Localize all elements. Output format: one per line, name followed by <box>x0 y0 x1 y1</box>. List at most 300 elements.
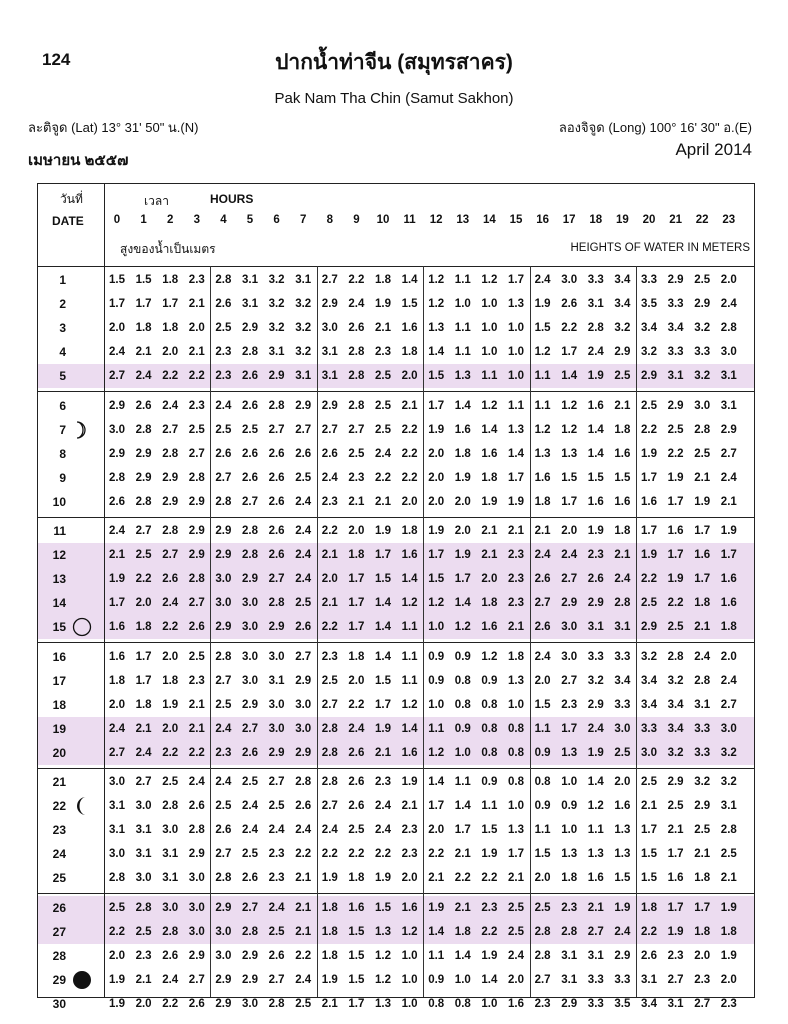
height-cell: 3.0 <box>242 597 258 610</box>
height-cell: 2.4 <box>534 650 551 663</box>
height-cell: 2.3 <box>215 346 232 359</box>
height-cell: 3.2 <box>295 322 312 335</box>
height-cell: 3.2 <box>295 298 312 311</box>
height-cell: 2.3 <box>268 872 285 885</box>
height-cell: 1.6 <box>587 399 604 412</box>
height-cell: 1.6 <box>720 573 737 586</box>
height-cell: 2.7 <box>215 471 232 484</box>
day-label-thai: วันที่ <box>60 192 83 206</box>
height-cell: 1.6 <box>401 746 418 759</box>
height-cell: 1.7 <box>428 800 445 813</box>
height-cell: 1.5 <box>614 471 631 484</box>
height-cell: 2.2 <box>401 447 418 460</box>
height-cell: 1.9 <box>614 901 631 914</box>
height-cell: 2.9 <box>720 423 737 436</box>
hour-label: 20 <box>642 214 656 226</box>
height-cell: 1.5 <box>534 848 551 861</box>
height-cell: 2.2 <box>561 322 578 335</box>
hour-group-divider <box>423 266 424 997</box>
height-cell: 2.6 <box>242 872 258 885</box>
height-cell: 2.7 <box>268 423 285 436</box>
height-cell: 1.2 <box>481 399 498 412</box>
height-cell: 1.4 <box>401 573 418 586</box>
height-cell: 2.8 <box>321 776 338 788</box>
hour-label: 16 <box>536 214 549 226</box>
height-cell: 2.6 <box>295 621 312 634</box>
height-cell: 2.5 <box>188 423 205 436</box>
height-cell: 3.0 <box>215 573 232 586</box>
height-cell: 3.1 <box>667 997 684 1010</box>
table-row <box>38 270 754 294</box>
height-cell: 1.6 <box>614 495 631 508</box>
height-cell: 2.8 <box>587 322 604 335</box>
height-cell: 2.4 <box>162 973 179 986</box>
height-cell: 2.7 <box>215 674 232 687</box>
height-cell: 1.4 <box>561 370 578 383</box>
height-cell: 2.4 <box>587 722 604 735</box>
height-cell: 2.1 <box>720 872 737 885</box>
height-cell: 3.1 <box>587 621 604 634</box>
height-cell: 3.1 <box>295 274 312 286</box>
height-cell: 0.9 <box>534 746 551 759</box>
table-row <box>38 719 754 743</box>
height-cell: 2.1 <box>135 973 152 986</box>
height-cell: 3.2 <box>268 298 285 311</box>
height-cell: 2.5 <box>268 800 285 813</box>
height-cell: 2.5 <box>641 776 657 788</box>
height-cell: 1.9 <box>587 746 604 759</box>
height-cell: 1.7 <box>694 525 711 537</box>
height-cell: 0.8 <box>481 722 498 735</box>
height-cell: 2.5 <box>614 746 631 759</box>
height-cell: 1.7 <box>508 471 524 484</box>
hour-label: 4 <box>220 214 227 226</box>
height-cell: 3.1 <box>561 973 578 986</box>
day-number: 19 <box>52 721 66 736</box>
height-cell: 1.3 <box>587 848 604 861</box>
height-cell: 2.8 <box>694 674 711 687</box>
height-cell: 2.9 <box>587 597 604 610</box>
height-cell: 1.7 <box>667 549 684 562</box>
day-number: 3 <box>59 321 66 336</box>
table-row <box>38 647 754 671</box>
height-cell: 1.5 <box>135 274 152 286</box>
height-cell: 1.1 <box>401 621 418 634</box>
height-cell: 2.0 <box>135 597 152 610</box>
height-cell: 1.9 <box>667 573 684 586</box>
height-cell: 2.0 <box>428 471 445 484</box>
height-cell: 1.0 <box>401 973 418 986</box>
height-cell: 2.0 <box>454 525 471 537</box>
height-cell: 2.8 <box>348 346 365 359</box>
height-cell: 1.9 <box>454 549 471 562</box>
height-cell: 2.1 <box>454 848 471 861</box>
height-cell: 2.2 <box>321 525 338 537</box>
height-cell: 2.8 <box>215 872 232 885</box>
table-row <box>38 946 754 970</box>
height-cell: 0.9 <box>561 800 578 813</box>
height-cell: 3.1 <box>242 298 258 311</box>
height-cell: 2.8 <box>242 925 258 938</box>
height-cell: 2.2 <box>481 872 498 885</box>
height-cell: 2.3 <box>587 549 604 562</box>
height-cell: 1.0 <box>454 973 471 986</box>
height-cell: 2.5 <box>295 997 312 1010</box>
height-cell: 0.8 <box>481 746 498 759</box>
height-cell: 2.8 <box>162 447 179 460</box>
height-cell: 2.1 <box>587 901 604 914</box>
height-cell: 1.2 <box>561 423 578 436</box>
day-number: 13 <box>52 572 66 587</box>
height-cell: 2.1 <box>534 525 551 537</box>
height-cell: 1.6 <box>348 901 365 914</box>
height-cell: 2.6 <box>242 370 258 383</box>
height-cell: 1.7 <box>454 824 471 837</box>
height-cell: 3.1 <box>135 848 152 861</box>
table-row <box>38 772 754 796</box>
height-cell: 2.4 <box>295 973 312 986</box>
height-cell: 2.3 <box>348 471 365 484</box>
height-cell: 1.8 <box>162 274 179 286</box>
table-header <box>38 184 754 267</box>
height-cell: 2.4 <box>375 447 391 460</box>
height-cell: 1.6 <box>720 597 737 610</box>
height-cell: 2.1 <box>188 722 205 735</box>
height-cell: 1.8 <box>614 423 631 436</box>
height-cell: 3.4 <box>641 698 657 711</box>
height-cell: 1.0 <box>428 621 445 634</box>
height-cell: 2.0 <box>508 973 524 986</box>
height-cell: 1.7 <box>667 495 684 508</box>
group-separator <box>38 768 754 769</box>
height-cell: 2.4 <box>295 525 312 537</box>
height-cell: 2.8 <box>215 495 232 508</box>
day-number: 29 <box>52 972 66 987</box>
height-cell: 1.2 <box>401 698 418 711</box>
height-cell: 3.4 <box>641 322 657 335</box>
height-cell: 2.1 <box>401 399 418 412</box>
height-cell: 0.9 <box>428 674 445 687</box>
height-cell: 2.5 <box>667 423 684 436</box>
height-cell: 2.9 <box>321 399 338 412</box>
height-cell: 1.8 <box>694 925 711 938</box>
height-cell: 1.4 <box>587 423 604 436</box>
height-cell: 1.4 <box>454 949 471 962</box>
table-row <box>38 545 754 569</box>
height-cell: 3.2 <box>268 274 285 286</box>
height-cell: 1.2 <box>481 650 498 663</box>
first-quarter-icon <box>72 420 92 445</box>
height-cell: 2.5 <box>295 597 312 610</box>
height-cell: 3.2 <box>720 776 737 788</box>
tide-table <box>37 183 755 1011</box>
height-cell: 3.0 <box>109 848 125 861</box>
height-cell: 2.3 <box>135 949 152 962</box>
height-cell: 2.4 <box>614 573 631 586</box>
height-cell: 2.0 <box>188 322 205 335</box>
height-cell: 2.6 <box>162 949 179 962</box>
height-cell: 2.8 <box>242 346 258 359</box>
height-cell: 2.5 <box>720 848 737 861</box>
height-cell: 1.7 <box>428 399 445 412</box>
height-cell: 2.0 <box>162 650 179 663</box>
height-cell: 2.1 <box>614 399 631 412</box>
height-cell: 2.9 <box>242 573 258 586</box>
height-cell: 2.6 <box>162 573 179 586</box>
height-cell: 2.2 <box>321 621 338 634</box>
height-cell: 1.2 <box>375 973 391 986</box>
height-cell: 2.1 <box>720 495 737 508</box>
height-cell: 1.8 <box>720 925 737 938</box>
height-cell: 2.9 <box>215 549 232 562</box>
height-cell: 1.1 <box>587 824 604 837</box>
height-cell: 3.2 <box>641 346 657 359</box>
height-cell: 1.2 <box>375 949 391 962</box>
height-cell: 2.9 <box>242 322 258 335</box>
height-cell: 1.6 <box>401 549 418 562</box>
height-cell: 2.0 <box>348 525 365 537</box>
height-cell: 1.7 <box>561 722 578 735</box>
height-cell: 3.4 <box>641 674 657 687</box>
height-cell: 2.6 <box>534 573 551 586</box>
height-cell: 2.6 <box>215 298 232 311</box>
hour-group-divider <box>530 266 531 997</box>
height-cell: 2.5 <box>215 322 232 335</box>
table-row <box>38 844 754 868</box>
height-cell: 2.6 <box>242 399 258 412</box>
height-cell: 2.5 <box>348 447 365 460</box>
table-row <box>38 396 754 420</box>
day-number: 6 <box>59 398 66 413</box>
height-cell: 2.0 <box>109 949 125 962</box>
height-cell: 2.8 <box>135 495 152 508</box>
height-cell: 3.4 <box>667 322 684 335</box>
height-cell: 1.6 <box>667 525 684 537</box>
height-cell: 2.9 <box>242 698 258 711</box>
height-cell: 2.6 <box>561 298 578 311</box>
height-cell: 2.9 <box>295 674 312 687</box>
height-cell: 3.4 <box>614 674 631 687</box>
height-cell: 1.5 <box>109 274 125 286</box>
height-cell: 2.2 <box>135 573 152 586</box>
height-cell: 1.8 <box>321 949 338 962</box>
height-cell: 1.7 <box>348 597 365 610</box>
height-cell: 2.7 <box>321 423 338 436</box>
height-cell: 2.5 <box>508 901 524 914</box>
height-cell: 2.6 <box>587 573 604 586</box>
height-cell: 2.3 <box>215 746 232 759</box>
group-separator <box>38 893 754 894</box>
height-cell: 2.4 <box>242 824 258 837</box>
height-cell: 2.4 <box>109 525 125 537</box>
height-cell: 2.7 <box>295 423 312 436</box>
height-cell: 2.4 <box>534 274 551 286</box>
height-cell: 2.1 <box>694 621 711 634</box>
height-cell: 2.7 <box>295 650 312 663</box>
height-cell: 1.4 <box>428 776 445 788</box>
height-cell: 3.3 <box>641 722 657 735</box>
day-number: 12 <box>52 548 66 563</box>
height-cell: 2.5 <box>375 423 391 436</box>
height-cell: 3.1 <box>720 370 737 383</box>
height-cell: 2.9 <box>215 997 232 1010</box>
height-cell: 2.8 <box>215 274 232 286</box>
height-cell: 3.0 <box>268 650 285 663</box>
height-cell: 2.8 <box>720 824 737 837</box>
height-cell: 1.7 <box>109 298 125 311</box>
height-cell: 2.9 <box>109 447 125 460</box>
height-cell: 1.3 <box>508 674 524 687</box>
height-cell: 2.7 <box>587 925 604 938</box>
height-cell: 1.0 <box>508 698 524 711</box>
height-cell: 1.8 <box>135 698 152 711</box>
height-cell: 1.5 <box>348 973 365 986</box>
height-cell: 2.2 <box>295 949 312 962</box>
table-row <box>38 743 754 767</box>
height-cell: 2.1 <box>667 824 684 837</box>
height-cell: 2.7 <box>242 495 258 508</box>
height-cell: 2.2 <box>188 370 205 383</box>
height-cell: 1.9 <box>428 901 445 914</box>
height-cell: 2.8 <box>614 597 631 610</box>
height-cell: 2.3 <box>561 901 578 914</box>
height-cell: 3.1 <box>135 824 152 837</box>
height-cell: 3.0 <box>215 597 232 610</box>
height-cell: 3.0 <box>135 872 152 885</box>
height-cell: 3.0 <box>321 322 338 335</box>
height-cell: 3.1 <box>587 298 604 311</box>
height-cell: 1.6 <box>481 447 498 460</box>
height-cell: 3.0 <box>268 698 285 711</box>
height-cell: 2.8 <box>242 525 258 537</box>
height-cell: 3.3 <box>694 722 711 735</box>
day-number: 9 <box>59 470 66 485</box>
height-cell: 2.6 <box>109 495 125 508</box>
height-cell: 2.3 <box>215 370 232 383</box>
height-cell: 3.0 <box>268 722 285 735</box>
height-cell: 2.4 <box>215 399 232 412</box>
height-label-english: HEIGHTS OF WATER IN METERS <box>570 242 750 254</box>
height-cell: 0.8 <box>454 997 471 1010</box>
group-separator <box>38 517 754 518</box>
height-cell: 1.9 <box>694 495 711 508</box>
height-cell: 2.4 <box>694 650 711 663</box>
table-row <box>38 796 754 820</box>
height-cell: 2.3 <box>188 274 205 286</box>
height-cell: 3.5 <box>641 298 657 311</box>
height-cell: 1.9 <box>481 848 498 861</box>
height-cell: 3.2 <box>587 674 604 687</box>
height-cell: 2.4 <box>295 824 312 837</box>
height-cell: 2.9 <box>667 399 684 412</box>
day-number: 5 <box>59 369 66 384</box>
height-cell: 1.3 <box>454 370 471 383</box>
table-row <box>38 294 754 318</box>
height-cell: 2.2 <box>348 848 365 861</box>
day-number: 23 <box>52 823 66 838</box>
day-number: 11 <box>53 524 66 538</box>
height-cell: 1.8 <box>534 495 551 508</box>
height-cell: 1.9 <box>375 525 391 537</box>
height-cell: 1.7 <box>694 901 711 914</box>
height-cell: 2.6 <box>188 800 205 813</box>
height-cell: 1.5 <box>614 872 631 885</box>
height-cell: 3.3 <box>667 346 684 359</box>
height-cell: 3.1 <box>694 698 711 711</box>
height-cell: 1.4 <box>428 925 445 938</box>
height-cell: 2.6 <box>242 746 258 759</box>
height-cell: 1.2 <box>454 621 471 634</box>
height-cell: 2.1 <box>295 901 312 914</box>
height-cell: 1.7 <box>667 901 684 914</box>
height-cell: 1.1 <box>481 800 498 813</box>
height-cell: 1.1 <box>534 399 551 412</box>
height-cell: 3.1 <box>109 800 125 813</box>
height-cell: 1.3 <box>614 848 631 861</box>
height-cell: 2.3 <box>561 698 578 711</box>
height-cell: 1.8 <box>614 525 631 537</box>
height-cell: 3.1 <box>720 399 737 412</box>
height-cell: 3.1 <box>268 346 285 359</box>
height-cell: 2.9 <box>215 525 232 537</box>
height-cell: 3.0 <box>561 274 578 286</box>
height-cell: 2.9 <box>215 973 232 986</box>
height-cell: 1.4 <box>401 274 418 286</box>
height-cell: 1.6 <box>587 872 604 885</box>
height-cell: 3.0 <box>242 997 258 1010</box>
height-cell: 2.2 <box>641 573 657 586</box>
height-cell: 3.0 <box>694 399 711 412</box>
height-label-thai: สูงของน้ำเป็นเมตร <box>120 242 216 256</box>
height-cell: 2.5 <box>508 925 524 938</box>
height-cell: 2.7 <box>242 901 258 914</box>
height-cell: 2.4 <box>268 824 285 837</box>
height-cell: 2.6 <box>135 399 152 412</box>
height-cell: 3.3 <box>694 346 711 359</box>
day-number: 30 <box>52 996 66 1011</box>
height-cell: 2.9 <box>268 621 285 634</box>
height-cell: 2.3 <box>268 848 285 861</box>
height-cell: 1.3 <box>561 746 578 759</box>
new-moon-icon <box>72 970 92 995</box>
height-cell: 2.5 <box>694 274 711 286</box>
height-cell: 2.5 <box>215 423 232 436</box>
height-cell: 2.1 <box>401 800 418 813</box>
height-cell: 2.9 <box>694 298 711 311</box>
height-cell: 1.8 <box>348 650 365 663</box>
height-cell: 1.7 <box>135 298 152 311</box>
height-cell: 3.1 <box>162 872 179 885</box>
time-label-english: HOURS <box>210 192 254 206</box>
height-cell: 3.2 <box>614 322 631 335</box>
day-number: 26 <box>52 900 66 915</box>
height-cell: 1.7 <box>109 597 125 610</box>
height-cell: 1.2 <box>481 274 498 286</box>
height-cell: 2.2 <box>162 621 179 634</box>
height-cell: 2.9 <box>641 621 657 634</box>
height-cell: 1.4 <box>375 597 391 610</box>
height-cell: 3.0 <box>188 901 205 914</box>
height-cell: 2.4 <box>109 346 125 359</box>
height-cell: 2.9 <box>614 949 631 962</box>
height-cell: 2.4 <box>242 800 258 813</box>
height-cell: 2.7 <box>321 274 338 286</box>
height-cell: 1.4 <box>481 423 498 436</box>
height-cell: 1.7 <box>348 997 365 1010</box>
height-cell: 1.4 <box>401 722 418 735</box>
height-cell: 2.3 <box>401 824 418 837</box>
height-cell: 0.8 <box>508 722 524 735</box>
